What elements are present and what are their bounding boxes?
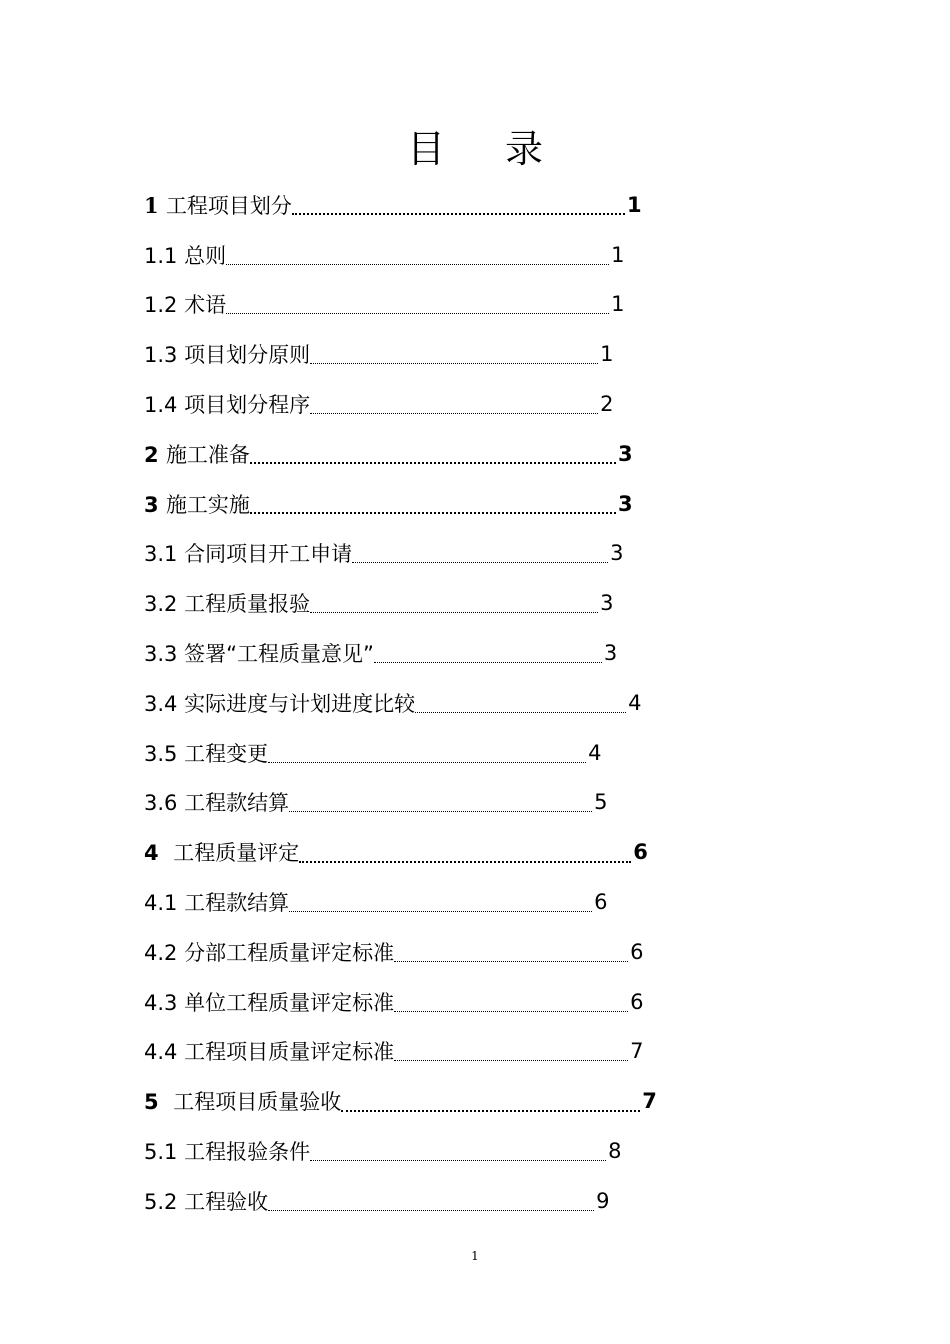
toc-entry-number: 4 bbox=[144, 841, 159, 866]
dot-leader bbox=[292, 213, 625, 215]
toc-entry-title: 工程变更 bbox=[184, 741, 269, 766]
toc-entry-page: 3 bbox=[600, 591, 614, 616]
dot-leader bbox=[394, 1011, 628, 1012]
dot-leader bbox=[310, 1160, 606, 1161]
toc-entry-title: 施工准备 bbox=[165, 442, 250, 467]
toc-entry-title: 项目划分程序 bbox=[184, 393, 311, 418]
toc-entry-title: 分部工程质量评定标准 bbox=[184, 940, 395, 965]
page-number: 1 bbox=[471, 1249, 479, 1263]
dot-leader bbox=[250, 462, 616, 464]
toc-entry-number: 5.1 bbox=[144, 1140, 178, 1165]
toc-entry-page: 1 bbox=[611, 292, 625, 317]
toc-entry-title: 术语 bbox=[184, 293, 227, 318]
toc-entry-page: 1 bbox=[611, 242, 625, 267]
dot-leader bbox=[289, 911, 592, 912]
dot-leader bbox=[250, 512, 616, 514]
toc-entry-title: 单位工程质量评定标准 bbox=[184, 990, 395, 1015]
toc-entry-number: 4.3 bbox=[144, 990, 178, 1015]
toc-entry-page: 1 bbox=[600, 342, 614, 367]
toc-entry-title: 工程质量报验 bbox=[184, 592, 311, 617]
toc-entry-number: 1.3 bbox=[144, 343, 178, 368]
toc-entry[interactable] bbox=[144, 578, 657, 628]
toc-entry-page: 3 bbox=[617, 491, 633, 516]
toc-entry-page: 3 bbox=[617, 441, 633, 466]
dot-leader bbox=[268, 1210, 594, 1211]
toc-entry[interactable] bbox=[144, 827, 657, 877]
toc-entry-title: 工程项目质量验收 bbox=[173, 1090, 342, 1115]
toc-entry-number: 1 bbox=[144, 192, 159, 218]
toc-entry-page: 6 bbox=[594, 890, 608, 915]
toc-entry[interactable] bbox=[144, 230, 657, 280]
toc-entry-number: 1.1 bbox=[144, 243, 178, 268]
toc-entry[interactable] bbox=[144, 778, 657, 828]
toc-entry-page: 6 bbox=[630, 989, 644, 1014]
toc-entry-title: 实际进度与计划进度比较 bbox=[184, 691, 416, 716]
toc-entry-title: 合同项目开工申请 bbox=[184, 542, 353, 567]
toc-entry-page: 9 bbox=[596, 1188, 610, 1213]
toc-entry[interactable] bbox=[144, 1126, 657, 1176]
toc-entry-page: 6 bbox=[630, 939, 644, 964]
dot-leader bbox=[310, 363, 598, 364]
dot-leader bbox=[310, 612, 598, 613]
dot-leader bbox=[394, 961, 628, 962]
toc-entry-title: 施工实施 bbox=[165, 492, 250, 517]
toc-entry-number: 4.1 bbox=[144, 891, 178, 916]
toc-entry-number: 3.1 bbox=[144, 542, 178, 567]
toc-entry-number: 3.3 bbox=[144, 642, 178, 667]
toc-entry-number: 4.4 bbox=[144, 1040, 178, 1065]
toc-entry-number: 1.4 bbox=[144, 393, 178, 418]
dot-leader bbox=[374, 662, 602, 663]
dot-leader bbox=[310, 413, 598, 414]
toc-entry[interactable] bbox=[144, 1027, 657, 1077]
toc-entry-title: 项目划分原则 bbox=[184, 343, 311, 368]
toc-entry-title: 工程项目质量评定标准 bbox=[184, 1040, 395, 1065]
toc-entry[interactable] bbox=[144, 628, 657, 678]
toc-entry[interactable] bbox=[144, 429, 657, 479]
toc-entry[interactable] bbox=[144, 977, 657, 1027]
toc-entry-number: 3.5 bbox=[144, 741, 178, 766]
dot-leader bbox=[268, 762, 586, 763]
page-title: 目 录 bbox=[406, 127, 568, 171]
toc-entry-page: 6 bbox=[633, 840, 648, 865]
toc-entry[interactable] bbox=[144, 1176, 657, 1226]
toc-entry-page: 5 bbox=[594, 790, 608, 815]
toc-entry-number: 2 bbox=[144, 442, 159, 467]
toc-entry-page: 2 bbox=[600, 392, 614, 417]
dot-leader bbox=[226, 313, 609, 314]
toc-entry-number: 4.2 bbox=[144, 940, 178, 965]
toc-entry[interactable] bbox=[144, 678, 657, 728]
toc-entry-title: 签署“工程质量意见” bbox=[184, 642, 374, 667]
toc-entry-number: 3.6 bbox=[144, 791, 178, 816]
toc-entry-page: 7 bbox=[630, 1039, 644, 1064]
toc-entry-title: 总则 bbox=[184, 243, 227, 268]
dot-leader bbox=[352, 562, 608, 563]
toc-entry[interactable] bbox=[144, 728, 657, 778]
toc-entry[interactable] bbox=[144, 1076, 657, 1126]
toc-entry-number: 5.2 bbox=[144, 1189, 178, 1214]
dot-leader bbox=[299, 861, 631, 863]
toc-entry-page: 4 bbox=[628, 690, 642, 715]
toc-entry-title: 工程款结算 bbox=[184, 891, 290, 916]
table-of-contents bbox=[144, 180, 657, 1226]
toc-entry[interactable] bbox=[144, 329, 657, 379]
toc-entry[interactable] bbox=[144, 379, 657, 429]
toc-entry-number: 3.2 bbox=[144, 592, 178, 617]
toc-entry-page: 8 bbox=[608, 1139, 622, 1164]
toc-entry-title: 工程报验条件 bbox=[184, 1140, 311, 1165]
toc-entry-number: 1.2 bbox=[144, 293, 178, 318]
toc-entry[interactable] bbox=[144, 280, 657, 330]
toc-entry-number: 3.4 bbox=[144, 691, 178, 716]
toc-entry-title: 工程验收 bbox=[184, 1189, 269, 1214]
toc-entry-page: 3 bbox=[603, 641, 618, 666]
toc-entry-page: 7 bbox=[642, 1089, 657, 1114]
toc-entry[interactable] bbox=[144, 529, 657, 579]
toc-entry-number: 5 bbox=[144, 1090, 159, 1115]
toc-entry[interactable] bbox=[144, 927, 657, 977]
dot-leader bbox=[341, 1110, 640, 1112]
toc-entry-page: 3 bbox=[610, 541, 624, 566]
toc-entry-title: 工程项目划分 bbox=[165, 193, 292, 218]
toc-entry[interactable] bbox=[144, 877, 657, 927]
toc-entry-title: 工程款结算 bbox=[184, 791, 290, 816]
toc-entry-title: 工程质量评定 bbox=[173, 841, 300, 866]
dot-leader bbox=[289, 811, 592, 812]
toc-entry[interactable] bbox=[144, 180, 657, 230]
dot-leader bbox=[394, 1060, 628, 1061]
dot-leader bbox=[415, 712, 626, 713]
dot-leader bbox=[226, 264, 609, 265]
toc-entry[interactable] bbox=[144, 479, 657, 529]
toc-entry-page: 1 bbox=[626, 192, 642, 217]
toc-entry-number: 3 bbox=[144, 492, 159, 517]
toc-entry-page: 4 bbox=[588, 740, 602, 765]
